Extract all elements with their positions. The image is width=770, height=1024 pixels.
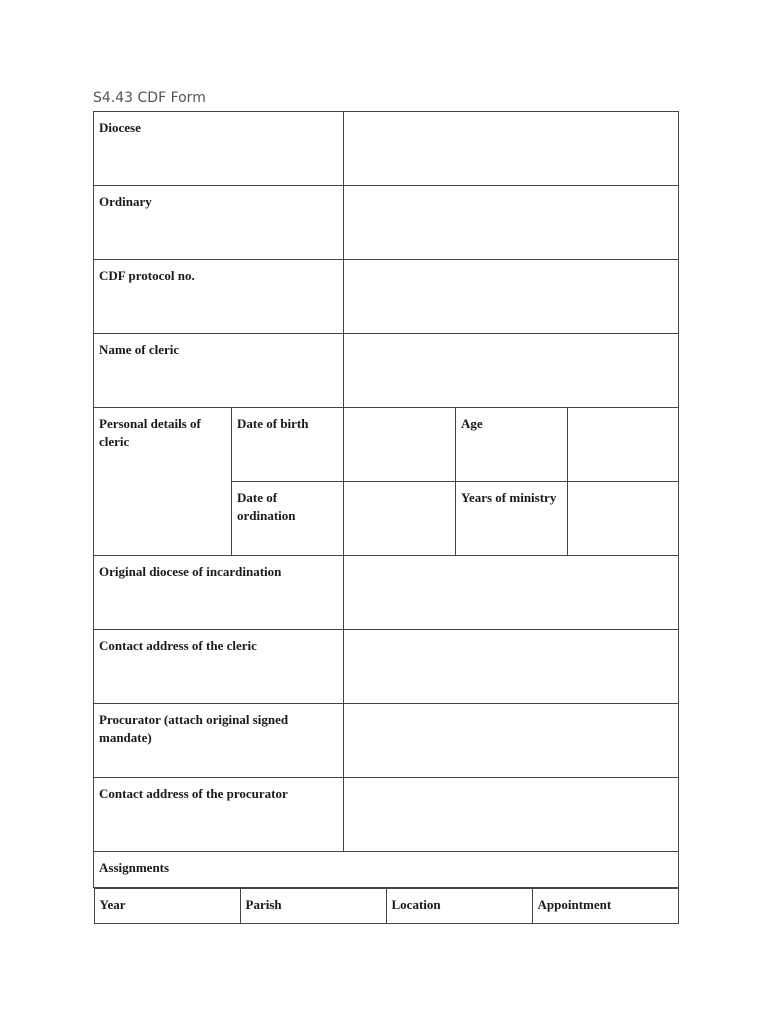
contact-procurator-label: Contact address of the procurator xyxy=(99,786,288,801)
col-appointment-label: Appointment xyxy=(537,897,612,912)
assignments-header-row xyxy=(94,889,678,924)
personal-details-label-cell xyxy=(94,408,232,556)
ordination-field[interactable] xyxy=(344,482,456,556)
age-field[interactable] xyxy=(568,408,679,482)
procurator-label-cell xyxy=(94,704,344,778)
contact-cleric-row xyxy=(94,630,679,704)
incardination-row xyxy=(94,556,679,630)
col-year xyxy=(94,889,240,924)
protocol-field[interactable] xyxy=(344,260,679,334)
procurator-row xyxy=(94,704,679,778)
personal-details-label: Personal details of cleric xyxy=(99,416,201,449)
contact-cleric-field[interactable] xyxy=(344,630,679,704)
name-row xyxy=(94,334,679,408)
contact-procurator-row xyxy=(94,778,679,852)
dob-label-cell xyxy=(232,408,344,482)
age-label-cell xyxy=(456,408,568,482)
col-appointment xyxy=(532,889,678,924)
diocese-label: Diocese xyxy=(99,120,141,135)
col-location xyxy=(386,889,532,924)
ordinary-label-cell xyxy=(94,186,344,260)
age-label: Age xyxy=(461,416,483,431)
diocese-row xyxy=(94,112,679,186)
dob-field[interactable] xyxy=(344,408,456,482)
ordination-label-cell xyxy=(232,482,344,556)
dob-label: Date of birth xyxy=(237,416,309,431)
assignments-table xyxy=(94,888,679,924)
procurator-label: Procurator (attach original signed mandate) xyxy=(99,712,289,745)
protocol-label-cell xyxy=(94,260,344,334)
ordinary-field[interactable] xyxy=(344,186,679,260)
name-field[interactable] xyxy=(344,334,679,408)
contact-procurator-field[interactable] xyxy=(344,778,679,852)
assignments-heading-cell xyxy=(94,852,679,888)
diocese-label-cell xyxy=(94,112,344,186)
name-label: Name of cleric xyxy=(99,342,180,357)
personal-details-row-1 xyxy=(94,408,679,482)
contact-procurator-label-cell xyxy=(94,778,344,852)
diocese-field[interactable] xyxy=(344,112,679,186)
contact-cleric-label-cell xyxy=(94,630,344,704)
incardination-label-cell xyxy=(94,556,344,630)
name-label-cell xyxy=(94,334,344,408)
ordinary-label: Ordinary xyxy=(99,194,152,209)
assignments-heading: Assignments xyxy=(99,860,170,875)
procurator-field[interactable] xyxy=(344,704,679,778)
incardination-field[interactable] xyxy=(344,556,679,630)
form-title: S4.43 CDF Form xyxy=(93,90,206,106)
protocol-row xyxy=(94,260,679,334)
col-year-label: Year xyxy=(99,897,126,912)
col-location-label: Location xyxy=(391,897,441,912)
ordinary-row xyxy=(94,186,679,260)
years-ministry-label-cell xyxy=(456,482,568,556)
ordination-label: Date of ordination xyxy=(237,490,296,523)
years-ministry-label: Years of ministry xyxy=(461,490,557,505)
col-parish xyxy=(240,889,386,924)
assignments-columns-row xyxy=(94,888,679,925)
cdf-form-table xyxy=(93,111,679,924)
col-parish-label: Parish xyxy=(245,897,282,912)
assignments-heading-row xyxy=(94,852,679,888)
protocol-label: CDF protocol no. xyxy=(99,268,195,283)
years-ministry-field[interactable] xyxy=(568,482,679,556)
contact-cleric-label: Contact address of the cleric xyxy=(99,638,257,653)
incardination-label: Original diocese of incardination xyxy=(99,564,282,579)
assignments-columns-wrapper xyxy=(94,888,679,925)
